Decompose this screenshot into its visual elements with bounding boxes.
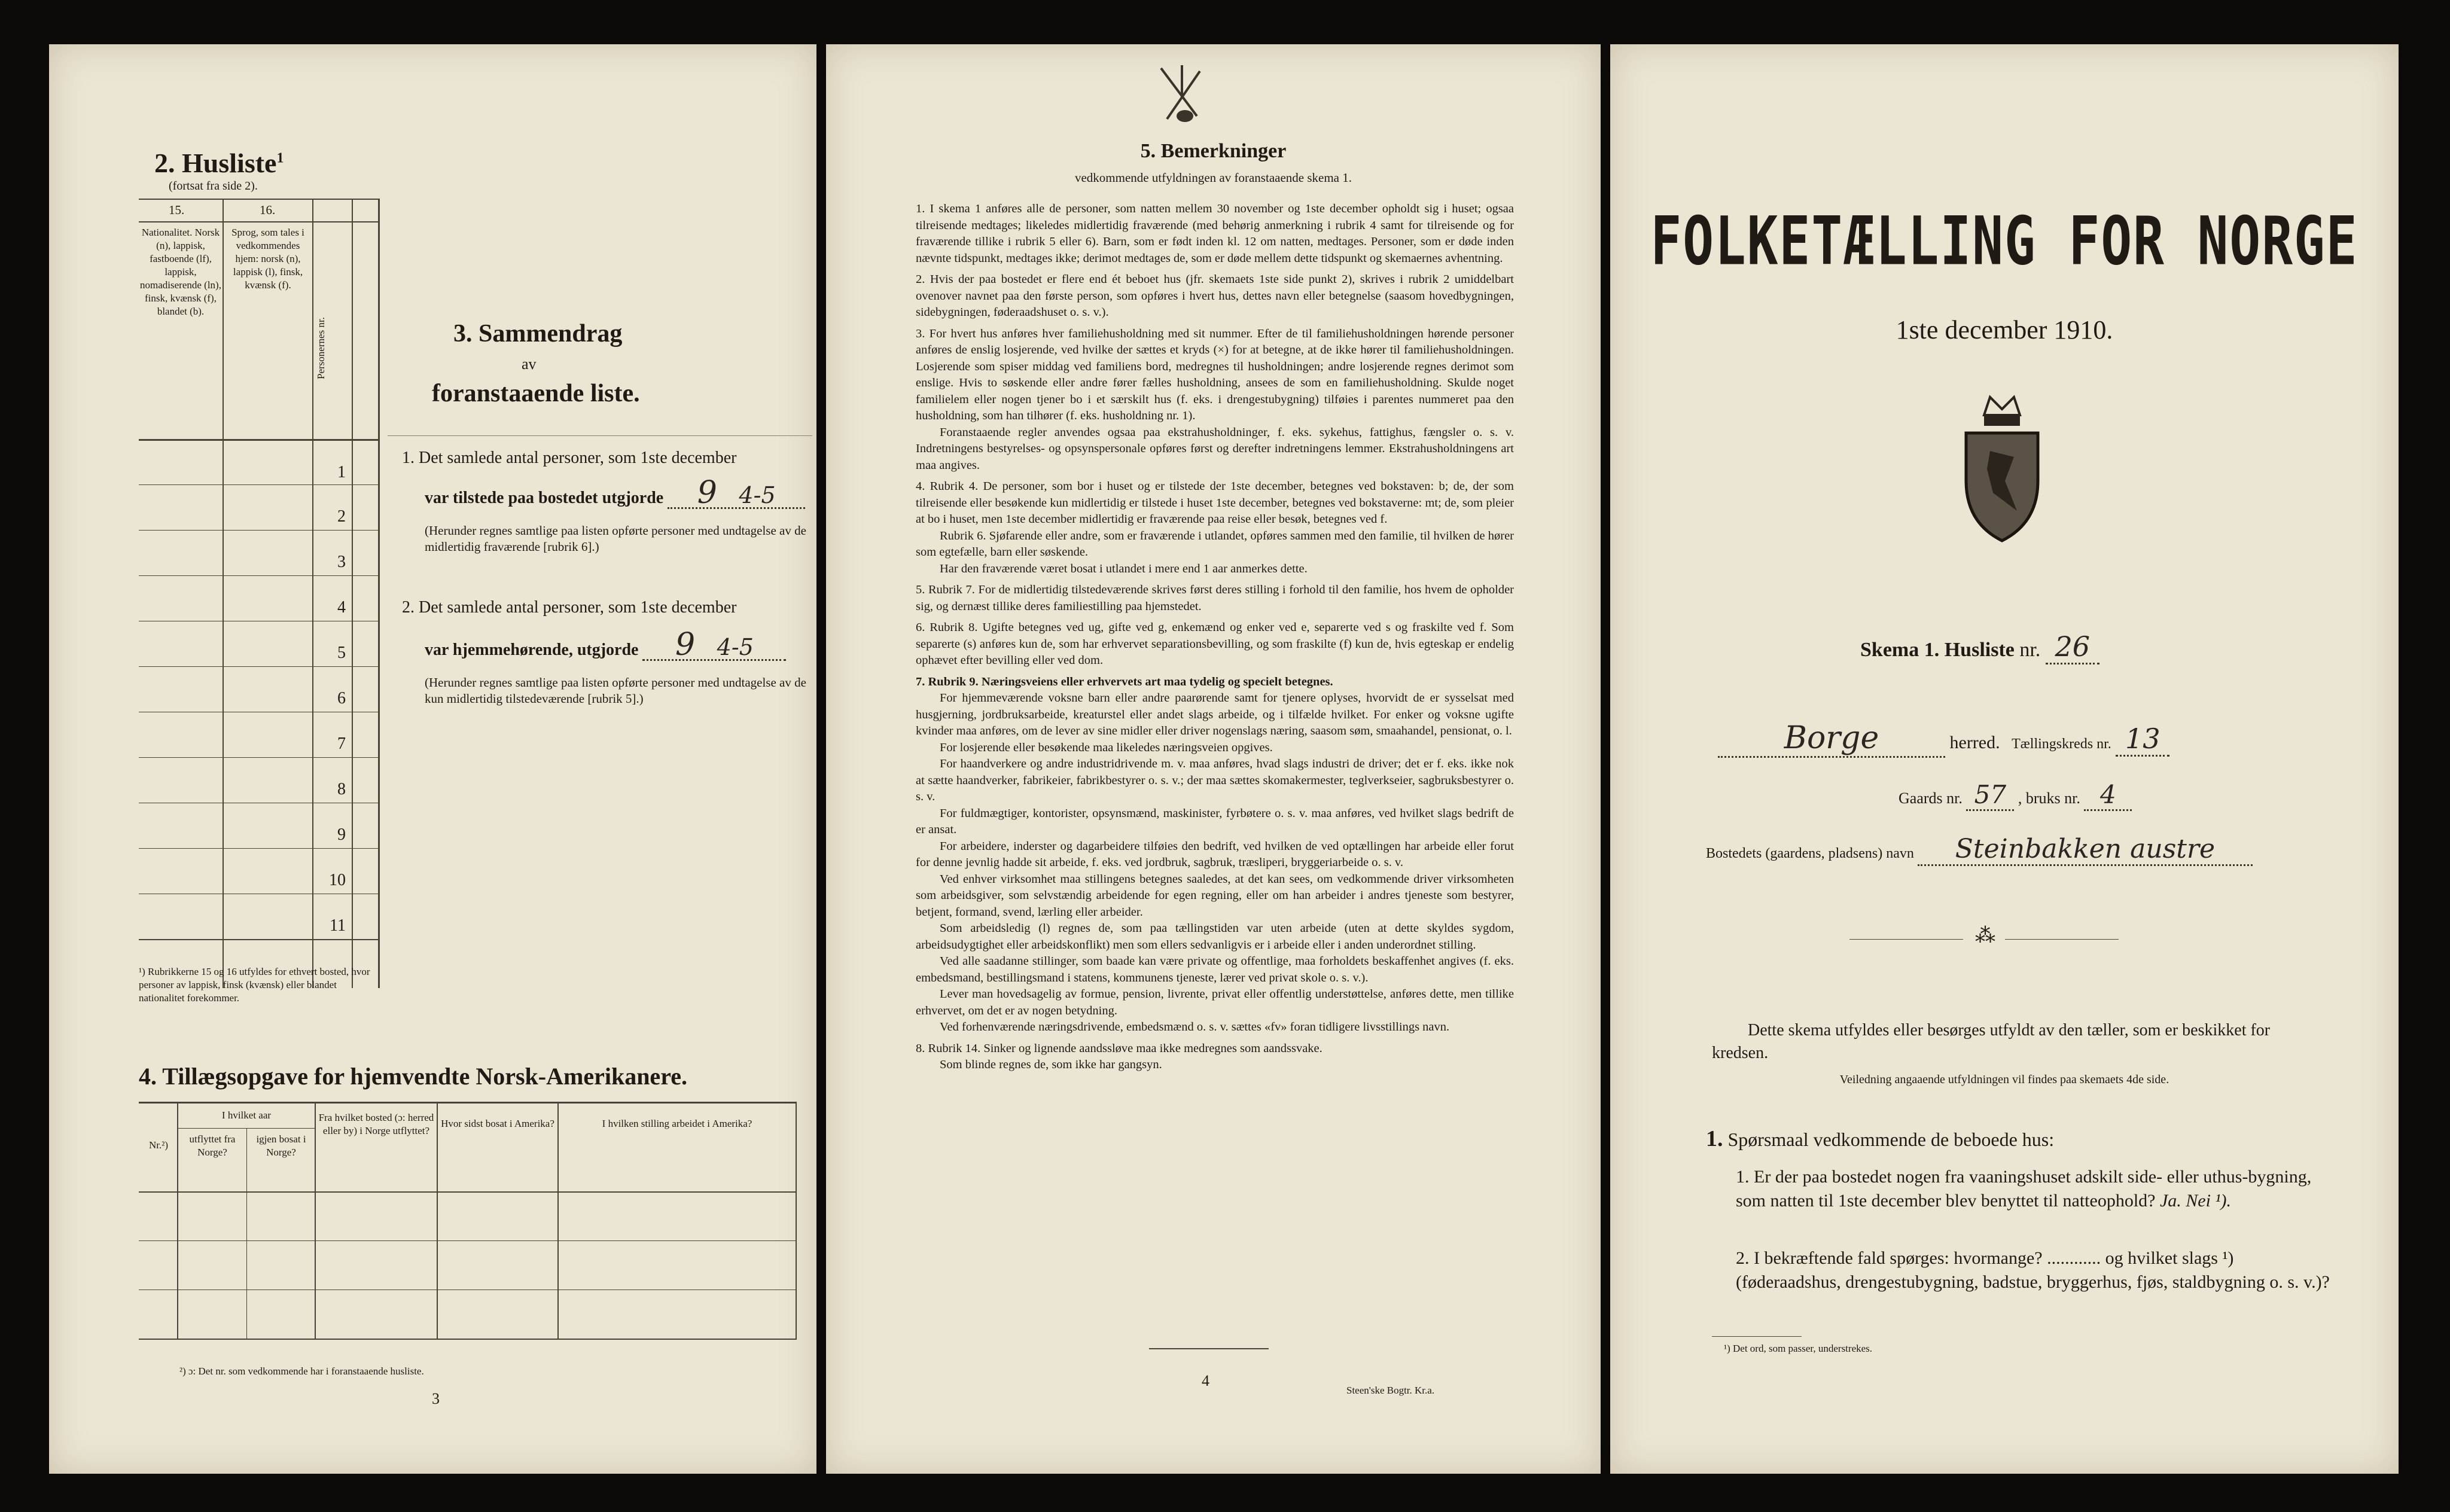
tillaeg-footnote: ²) ɔ: Det nr. som vedkommende har i foranstaaende husliste. — [179, 1365, 424, 1377]
tillaeg-top-line — [139, 1102, 797, 1103]
item2-label: var hjemmehørende, utgjorde — [425, 641, 639, 659]
paragraph: 7. Rubrik 9. Næringsveiens eller erhvervets art maa tydelig og specielt betegnes. — [916, 675, 1333, 688]
row-line — [139, 666, 378, 667]
printer-mark: Steen'ske Bogtr. Kr.a. — [1346, 1385, 1435, 1396]
paragraph: 6. Rubrik 8. Ugifte betegnes ved ug, gifte ved g, enkemænd og enker ved e, separerte ved s og fraskilte ved f. Som separerte (s) anføres kun de, som har erhvervet separationsbevilling, og som fraskilte (f) kun de, hvis egteskap er endelig ophævet efter bevilling eller ved dom. — [916, 621, 1514, 667]
item2-value: 9 — [675, 627, 696, 663]
page-1 — [1610, 44, 2399, 1474]
tillaeg-bottom-line — [139, 1339, 797, 1340]
paragraph: Foranstaaende regler anvendes ogsaa paa ekstrahusholdninger, f. eks. sykehus, fattighus, fængsler o. s. v. Indretningens bestyrelses- og opsynspersonale opføres først og derefter indretningens lemmer. Ekstrahusholdningens art maa angives. — [916, 425, 1514, 472]
bemerkninger-body — [916, 201, 1514, 1074]
tcol-hvor: Hvor sidst bosat i Amerika? — [441, 1118, 554, 1129]
page4-rule — [1149, 1348, 1269, 1349]
ornament-icon: ⁂ — [1975, 925, 1995, 947]
gaards-line — [1899, 780, 2132, 811]
item2-line1: 2. Det samlede antal personer, som 1ste december — [402, 598, 737, 617]
question-1 — [1736, 1165, 2334, 1213]
paragraph: 4. Rubrik 4. De personer, som bor i huset og er tilstede der 1ste december, betegnes ved bokstaven: b; de, der som tilreisende eller besøkende kun midlertidig er tilstede i huset 1ste december, betegnes ved bokstaverne: mt; de, som pleier at bo i huset, men 1ste december midlertidig er fraværende paa reise eller besøk, betegnes ved f. — [916, 480, 1514, 526]
gaards-label: Gaards nr. — [1899, 789, 1963, 807]
item1-line1: 1. Det samlede antal personer, som 1ste december — [402, 449, 737, 467]
tillaeg-title: 4. Tillægsopgave for hjemvendte Norsk-Amerikanere. — [139, 1063, 687, 1090]
row-number: 2 — [337, 507, 346, 526]
paragraph: 5. Rubrik 7. For de midlertidig tilstedeværende skrives først deres stilling i forhold til den familie, hos hvem de opholder sig, og dernæst tillike deres familiestilling paa hjemstedet. — [916, 583, 1514, 613]
table-header-line — [139, 439, 378, 441]
form-date: 1ste december 1910. — [1896, 315, 2113, 345]
item1-label: var tilstede paa bostedet utgjorde — [425, 489, 664, 507]
tillaeg-row-line — [139, 1240, 797, 1241]
row-line — [139, 484, 378, 485]
bemerkninger-subtitle: vedkommende utfyldningen av foranstaaende skema 1. — [1074, 170, 1352, 185]
herred-label: herred. — [1949, 733, 2000, 752]
row-number: 10 — [329, 871, 346, 889]
paragraph: Rubrik 6. Sjøfarende eller andre, som er fraværende i utlandet, opføres sammen med den familie, til hvilken de hører som egtefælle, barn eller søskende. — [916, 529, 1514, 559]
paragraph: 8. Rubrik 14. Sinker og lignende aandssløve maa ikke medregnes som aandssvake. — [916, 1041, 1322, 1055]
table-colnum-line — [139, 221, 378, 222]
herred-value[interactable]: Borge — [1718, 720, 1945, 758]
bosted-value[interactable]: Steinbakken austre — [1918, 834, 2253, 866]
sammendrag-av: av — [522, 355, 537, 373]
ornament-line-right — [2005, 939, 2119, 940]
paragraph: Ved forhenværende næringsdrivende, embedsmænd o. s. v. sættes «fv» foran tidligere livsstillings navn. — [940, 1020, 1450, 1034]
tillaeg-col-line — [557, 1102, 559, 1339]
paragraph: Ved alle saadanne stillinger, som baade kan være private og offentlige, maa forholdets beskaffenhet angives (f. eks. embedsmand, bestillingsmand i statens, kommunens tjeneste, lærer ved privat skole o. s. v.). — [916, 955, 1514, 984]
item1-line2 — [425, 475, 805, 511]
col15-header: Nationalitet. Norsk (n), lappisk, fastboende (lf), lappisk, nomadiserende (ln), finsk, kvænsk (f), blandet (b). — [140, 227, 221, 317]
row-number: 1 — [337, 463, 346, 481]
tcol-utflyttet: utflyttet fra Norge? — [189, 1133, 236, 1158]
item2-note: (Herunder regnes samtlige paa listen opførte personer med undtagelse av de kun midlertidig tilstedeværende [rubrik 5].) — [425, 675, 806, 706]
col16-number: 16. — [260, 203, 276, 217]
table-right-border — [378, 199, 380, 988]
skema-line — [1860, 630, 2099, 664]
ornament-line-left — [1849, 939, 1963, 940]
husliste-title: 2. Husliste$^1$ — [154, 148, 284, 178]
page-number-3: 3 — [432, 1390, 440, 1407]
paragraph: 2. Hvis der paa bostedet er flere end ét beboet hus (jfr. skemaets 1ste side punkt 2), skrives i rubrik 2 umiddelbart ovenover navnet paa den første person, som opføres i hvert hus, dettes navn eller betegnelse (saasom hovedbygningen, sidebygningen, føderaadshuset o. s. v.). — [916, 273, 1514, 319]
kreds-label: Tællingskreds nr. — [2012, 736, 2111, 752]
paragraph: For haandverkere og andre industridrivende m. v. maa anføres, hvad slags industri de driver; det er f. eks. ikke nok at sætte haandverker, fabrikeier, fabrikbestyrer o. s. v.; der maa sættes skomakermester, teglverkseier, sagbruksbestyrer o. s. v. — [916, 757, 1514, 803]
sammendrag-rule — [388, 435, 812, 436]
page-number-4: 4 — [1202, 1372, 1209, 1389]
footnote-rule — [1712, 1336, 1802, 1337]
question-1-answer[interactable]: Ja. Nei ¹). — [2159, 1191, 2231, 1211]
item2-value-field[interactable] — [642, 627, 786, 663]
bruks-label: , bruks nr. — [2018, 789, 2080, 807]
intro-text: Dette skema utfyldes eller besørges utfyldt av den tæller, som er beskikket for kredsen. — [1712, 1021, 2271, 1062]
tcol-igjen: igjen bosat i Norge? — [256, 1133, 306, 1158]
question-heading — [1706, 1126, 2054, 1152]
paragraph: 3. For hvert hus anføres hver familiehusholdning med sit nummer. Efter de til familiehusholdningen hørende personer anføres de enslig losjerende, ved hvilke der sættes et kryds (×) for at betegne, at de ikke hører til familiehusholdningen. Losjerende som spiser middag ved familiens bord, medregnes til husholdningen; andre losjerende regnes derimot som enslige. Hvis to søskende eller andre fører fælles husholdning, ansees de som en familiehusholdning. Skulde noget familielem eller nogen tjener bo i et særskilt hus (f. eks. i drengestubygning) tilføies i parentes nummeret paa den husholdning, som han tilhører (f. eks. husholdning nr. 1). — [916, 327, 1514, 422]
bosted-label: Bostedets (gaardens, pladsens) navn — [1706, 846, 1914, 861]
paragraph: For arbeidere, inderster og dagarbeidere tilføies den bedrift, ved hvilken de ved optællingen har arbeide eller forut for denne jevnlig hadde sit arbeide, f. eks. ved jordbruk, sagbruk, træsliperi, bryggeriarbeide o. s. v. — [916, 839, 1514, 869]
row-line — [139, 575, 378, 576]
row-number: 8 — [337, 780, 346, 798]
sammendrag-subtitle: foranstaaende liste. — [432, 380, 640, 407]
tillaeg-col-line — [246, 1128, 247, 1339]
sammendrag-title: 3. Sammendrag — [453, 320, 623, 347]
col15-number: 15. — [169, 203, 185, 217]
tillaeg-col-line — [315, 1102, 316, 1339]
question-2: 2. I bekræftende fald spørges: hvormange? ............ og hvilket slags ¹) (føderaadshus, drengestubygning, badstue, bryggerhus, fjøs, staldbygning o. s. v.)? — [1736, 1248, 2330, 1292]
row-number: 6 — [337, 689, 346, 708]
coat-of-arms-icon — [1957, 391, 2047, 547]
skema-label: Skema 1. Husliste — [1860, 639, 2015, 661]
paragraph: For losjerende eller besøkende maa likeledes næringsveien opgives. — [940, 740, 1273, 754]
tcol-fra: Fra hvilket bosted (ɔ: herred eller by) i Norge utflyttet? — [318, 1112, 434, 1136]
item1-value: 9 — [697, 475, 717, 511]
question-heading-text: Spørsmaal vedkommende de beboede hus: — [1727, 1129, 2055, 1150]
page-3 — [49, 44, 816, 1474]
skema-nr-label: nr. — [2019, 639, 2041, 661]
bosted-line — [1706, 834, 2253, 866]
tcol-stilling: I hvilken stilling arbeidet i Amerika? — [602, 1118, 752, 1129]
row-number: 3 — [337, 553, 346, 571]
row-line — [139, 757, 378, 758]
tillaeg-col-line — [177, 1102, 178, 1339]
paragraph: For hjemmeværende voksne barn eller andre paarørende samt for tjenere oplyses, hvorvidt de er sysselsat med husgjerning, jordbruksarbeide, kreaturstel eller andet slags arbeide, og i tilfælde hvilket. For enker og voksne ugifte kvinder maa anføres, om de lever av sine midler eller driver nogenslags næring, saasom søm, smaahandel, pensionat, o. l. — [916, 691, 1514, 737]
husliste-subtitle: (fortsat fra side 2). — [169, 179, 258, 193]
paragraph: For fuldmægtiger, kontorister, opsynsmænd, maskinister, fyrbøtere o. s. v. maa anføres, ved hvilket slags bedrift de er ansat. — [916, 806, 1514, 836]
col-divider-1 — [223, 199, 224, 988]
kreds-value[interactable]: 13 — [2116, 723, 2169, 757]
item1-value-field[interactable] — [668, 475, 805, 511]
col16-header: Sprog, som tales i vedkommendes hjem: norsk (n), lappisk (l), finsk, kvænsk (f). — [231, 227, 304, 291]
row-line — [139, 848, 378, 849]
row-number: 9 — [337, 825, 346, 844]
tcol-nr: Nr.²) — [148, 1139, 168, 1151]
skema-nr-value[interactable]: 26 — [2046, 630, 2099, 664]
row-number: 7 — [337, 734, 346, 753]
page-4 — [826, 44, 1601, 1474]
bemerkninger-title: 5. Bemerkninger — [1140, 140, 1287, 162]
paragraph: Ved enhver virksomhet maa stillingens betegnes saaledes, at det kan sees, om vedkommende driver virksomheten som arbeidsgiver, som selvstændig arbeidende for egen regning, eller om han arbeider i andres tjeneste som bestyrer, betjent, formand, svend, lærling eller arbeider. — [916, 872, 1514, 919]
husliste-footnote: ¹) Rubrikkerne 15 og 16 utfyldes for ethvert bosted, hvor personer av lappisk, finsk (kvænsk) eller blandet nationalitet forekommer. — [139, 966, 370, 1004]
col-divider-3 — [352, 199, 353, 988]
tillaeg-col-line — [796, 1102, 797, 1339]
item1-note: (Herunder regnes samtlige paa listen opførte personer med undtagelse av de midlertidig fraværende [rubrik 6].) — [425, 523, 806, 554]
row-number: 5 — [337, 644, 346, 662]
paragraph: 1. I skema 1 anføres alle de personer, som natten mellem 30 november og 1ste december opholdt sig i huset; ogsaa tilreisende medtages; likeledes midlertidig fraværende (med behørig anmerkning i rubrik 4 samt for tilreisende og for fraværende tillike i rubrik 5 eller 6). Barn, som er født inden kl. 12 om natten, medtages. Personer, som er døde inden nævnte tidspunkt, medtages ikke; derimot medtages de, som er døde mellem dette tidspunkt og skemaernes avhentning. — [916, 202, 1514, 265]
tillaeg-header-line — [139, 1191, 797, 1193]
row-number: 4 — [337, 598, 346, 617]
item1-extra: 4-5 — [739, 482, 776, 508]
row-line — [139, 530, 378, 531]
veiledning-text: Veiledning angaaende utfyldningen vil findes paa skemaets 4de side. — [1839, 1073, 2169, 1086]
form-footnote: ¹) Det ord, som passer, understrekes. — [1724, 1343, 1873, 1354]
paragraph: Har den fraværende været bosat i utlandet i mere end 1 aar anmerkes dette. — [940, 562, 1308, 575]
form-title: FOLKETÆLLING FOR NORGE — [1650, 203, 2358, 281]
gaards-value[interactable]: 57 — [1966, 780, 2014, 811]
question-1-text: 1. Er der paa bostedet nogen fra vaaningshuset adskilt side- eller uthus-bygning, som natten til 1ste december blev benyttet til natteophold? — [1736, 1167, 2312, 1211]
tcol-hvilket-aar: I hvilket aar — [221, 1109, 272, 1121]
item2-extra: 4-5 — [717, 634, 754, 660]
bruks-value[interactable]: 4 — [2084, 780, 2132, 811]
paragraph: Som arbeidsledig (l) regnes de, som paa tællingstiden var uten arbeide (uten at dette skyldes sygdom, arbeidsudygtighet eller arbeidskonflikt) men som ellers sedvanligvis er i arbeide eller i anden underordnet stilling. — [916, 922, 1514, 952]
paragraph: Som blinde regnes de, som ikke har gangsyn. — [940, 1058, 1162, 1071]
table-top-line — [139, 199, 378, 200]
question-heading-num: 1. — [1706, 1126, 1723, 1151]
row-number: 11 — [330, 916, 346, 935]
stamp-mark-icon — [1149, 62, 1215, 134]
item2-line2 — [425, 627, 786, 663]
paragraph: Lever man hovedsagelig av formue, pension, livrente, privat eller offentlig understøttelse, anføres dette, men tillike erhvervet, om det er av nogen betydning. — [916, 987, 1514, 1017]
tillaeg-col-line — [437, 1102, 438, 1339]
row-line — [139, 939, 378, 940]
col-personnr-header: Personernes nr. — [315, 317, 327, 379]
herred-line — [1718, 720, 2169, 758]
col-divider-2 — [312, 199, 313, 988]
tillaeg-aar-line — [177, 1128, 315, 1129]
